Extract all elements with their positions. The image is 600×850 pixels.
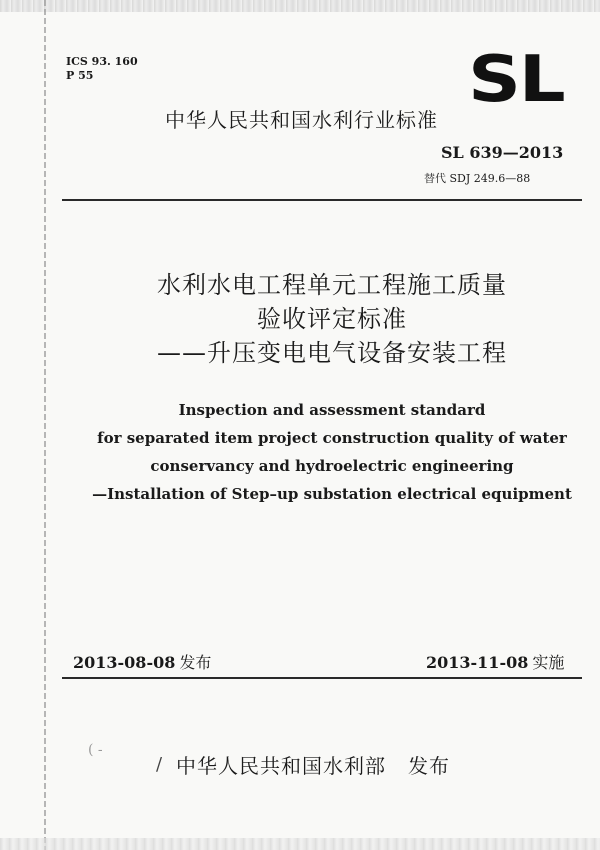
stamp-mark: ( - xyxy=(88,742,103,758)
scan-artifact-left xyxy=(44,0,46,850)
scan-artifact-top xyxy=(0,0,600,12)
issue-date-block xyxy=(73,650,211,673)
english-title-line: —Installation of Step–up substation electrical equipment xyxy=(92,485,572,503)
chinese-title-line: ——升压变电电气设备安装工程 xyxy=(157,339,507,367)
english-title-line: for separated item project construction quality of water xyxy=(97,429,567,447)
implement-label: 实施 xyxy=(532,653,565,672)
ics-classification xyxy=(66,55,138,83)
replaces-code: 替代 SDJ 249.6—88 xyxy=(424,172,531,185)
publish-action: 发布 xyxy=(408,754,450,778)
issue-date: 2013-08-08 xyxy=(73,653,176,672)
english-title xyxy=(62,396,600,508)
english-title-line: conservancy and hydroelectric engineering xyxy=(150,457,514,475)
chinese-title xyxy=(62,268,600,370)
issue-label: 发布 xyxy=(179,653,212,672)
chinese-title-line: 验收评定标准 xyxy=(257,305,407,333)
sl-logo: SL xyxy=(468,43,564,117)
scan-artifact-bottom xyxy=(0,838,600,850)
classification-code: P 55 xyxy=(66,69,94,82)
publisher-line xyxy=(176,750,450,779)
chinese-title-line: 水利水电工程单元工程施工质量 xyxy=(157,271,507,299)
ics-code: ICS 93. 160 xyxy=(66,55,138,68)
standard-code: SL 639—2013 xyxy=(441,143,564,162)
organization-title: 中华人民共和国水利行业标准 xyxy=(165,108,438,132)
divider-top xyxy=(62,199,582,201)
english-title-line: Inspection and assessment standard xyxy=(178,401,486,419)
publisher-name: 中华人民共和国水利部 xyxy=(176,754,386,778)
implement-date-block xyxy=(426,650,564,673)
slash-mark: / xyxy=(156,754,163,775)
implement-date: 2013-11-08 xyxy=(426,653,529,672)
divider-bottom xyxy=(62,677,582,679)
